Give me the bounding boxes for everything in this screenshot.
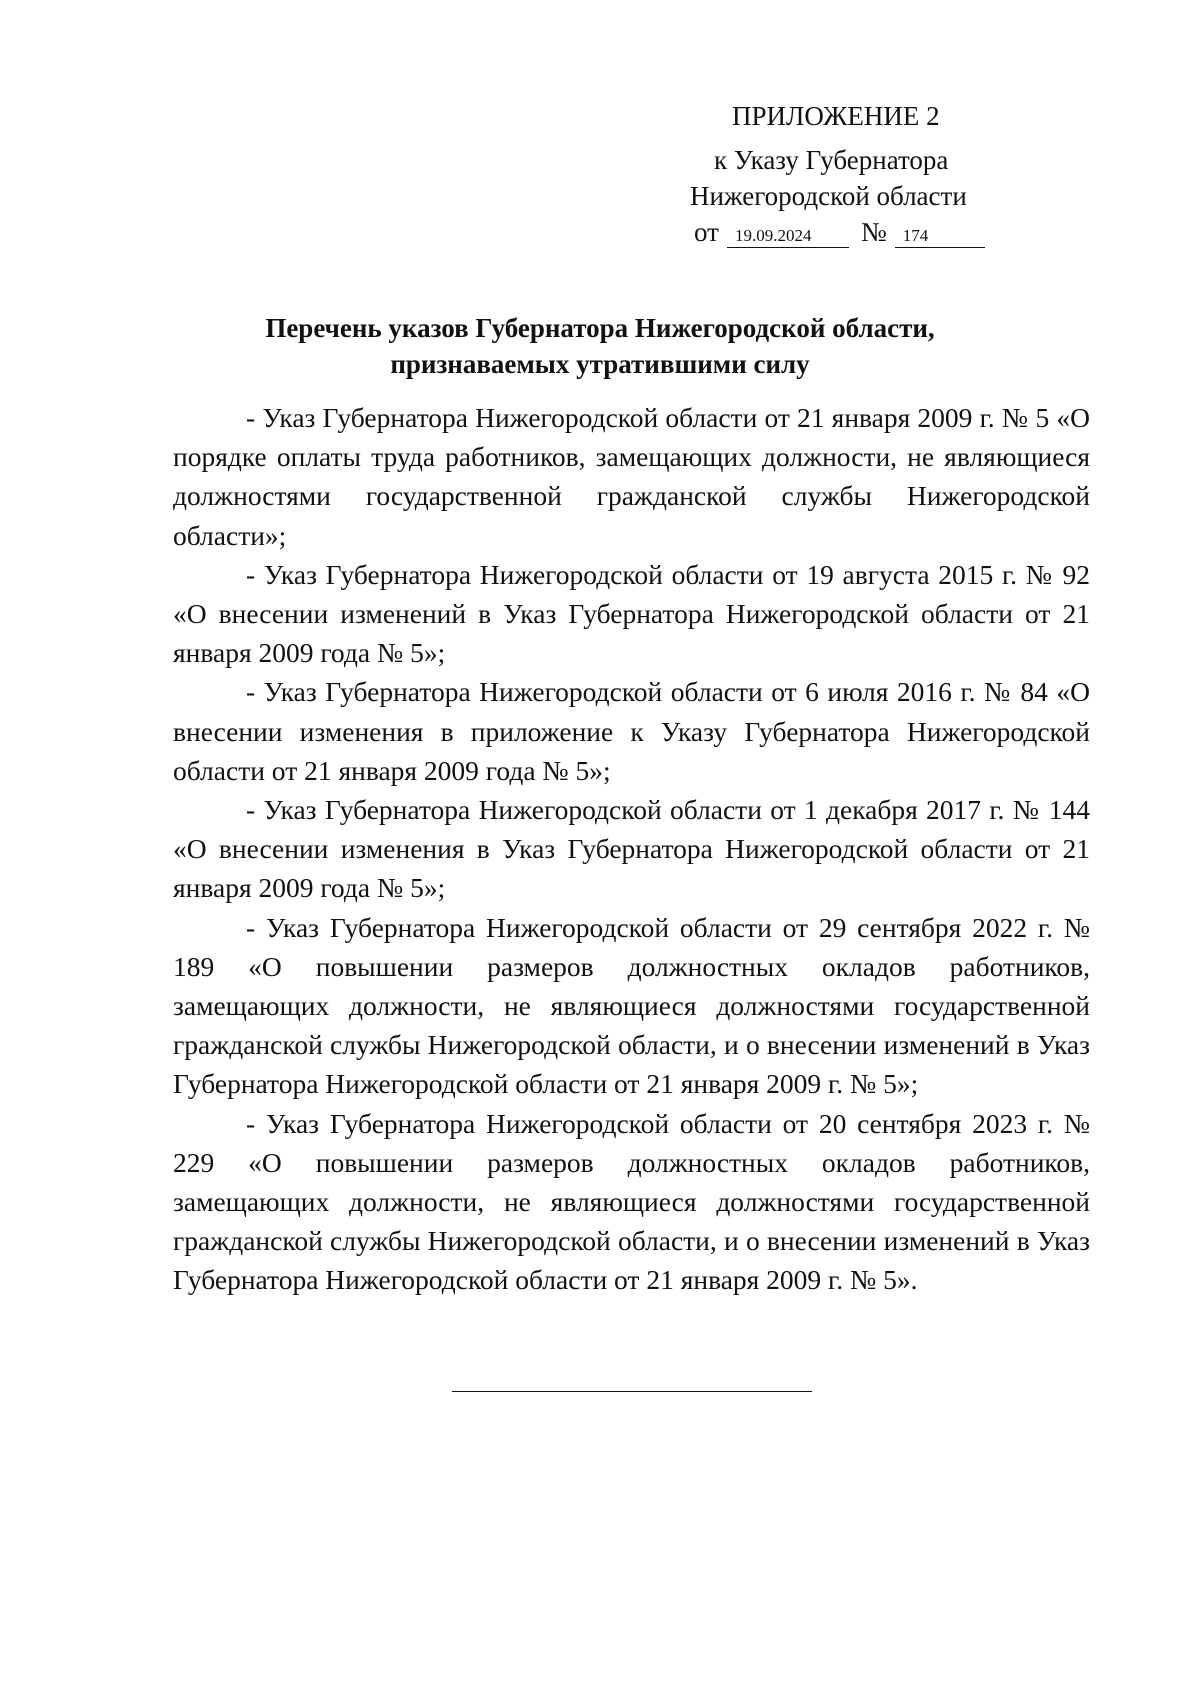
number-sign: № [860,217,887,247]
decree-list-item: - Указ Губернатора Нижегородской области от 20 сентября 2023 г. № 229 «О повышении размеров должностных окладов работников, замещающих должности, не являющиеся должностями государственной гражданской службы Нижегородской области, и о внесении изменений в Указ Губернатора Нижегородской области от 21 января 2009 г. № 5». [173,1107,1090,1296]
decree-list-item: - Указ Губернатора Нижегородской области от 19 августа 2015 г. № 92 «О внесении изменений в Указ Губернатора Нижегородской области от 21 января 2009 года № 5»; [173,558,1090,669]
decree-list-item: - Указ Губернатора Нижегородской области от 29 сентября 2022 г. № 189 «О повышении размеров должностных окладов работников, замещающих должности, не являющиеся должностями государственной гражданской службы Нижегородской области, и о внесении изменений в Указ Губернатора Нижегородской области от 21 января 2009 г. № 5»; [173,911,1090,1100]
appendix-date-number-line [690,214,1010,250]
appendix-header [690,98,1010,250]
end-divider-line [452,1391,812,1392]
appendix-reference-line: к Указу Губернатора [714,145,949,175]
decree-list [173,398,1090,1300]
date-prefix: от [694,217,719,247]
decree-list-item: - Указ Губернатора Нижегородской области от 21 января 2009 г. № 5 «О порядке оплаты труда работников, замещающих должности, не являющиеся должностями государственной гражданской службы Нижегородской области»; [173,402,1090,551]
decree-list-item: - Указ Губернатора Нижегородской области от 6 июля 2016 г. № 84 «О внесении изменения в приложение к Указу Губернатора Нижегородской области от 21 января 2009 года № 5»; [173,676,1090,786]
appendix-region-line: Нижегородской области [690,181,967,211]
decree-date-field: 19.09.2024 [727,225,849,248]
document-title [150,310,1050,382]
document-title-line-1: Перечень указов Губернатора Нижегородской области, [265,313,935,343]
decree-number-field: 174 [895,225,985,248]
decree-list-item: - Указ Губернатора Нижегородской области от 1 декабря 2017 г. № 144 «О внесении изменения в Указ Губернатора Нижегородской области от 21 января 2009 года № 5»; [173,794,1090,904]
document-title-line-2: признаваемых утратившими силу [390,349,810,379]
appendix-title: ПРИЛОЖЕНИЕ 2 [732,101,940,131]
